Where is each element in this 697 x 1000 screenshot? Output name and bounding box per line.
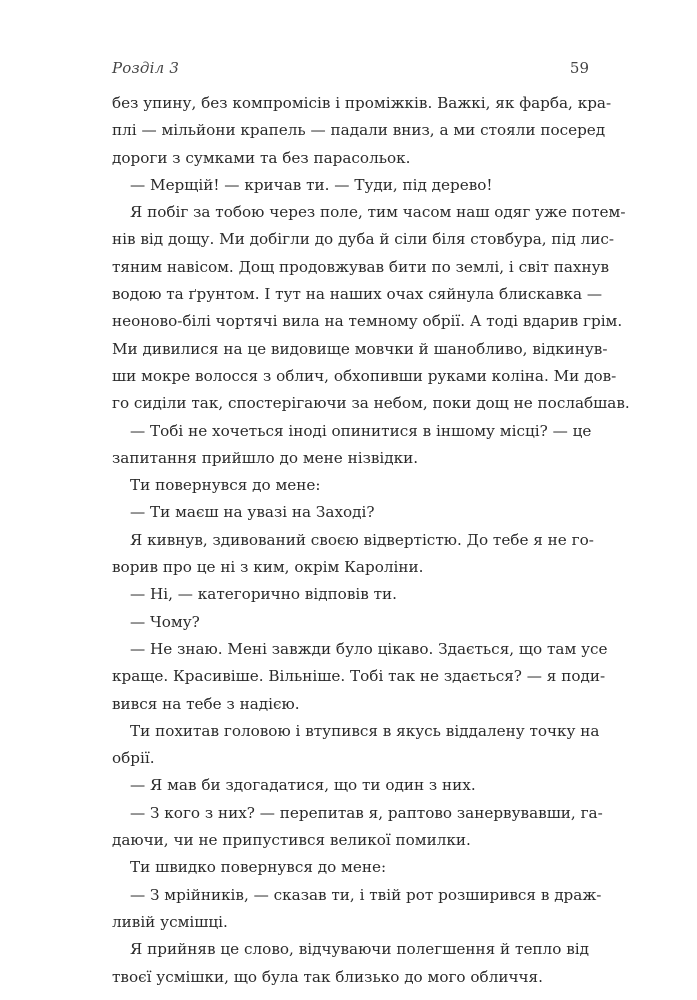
text-line: нів від дощу. Ми добігли до дуба й сіли біля стовбура, під лис- — [112, 230, 614, 249]
text-line: — Мерщій! — кричав ти. — Туди, під дерево! — [130, 175, 493, 194]
text-line: Ти похитав головою і втупився в якусь віддалену точку на — [130, 721, 600, 740]
text-line: — Тобі не хочеться іноді опинитися в іншому місці? — це — [130, 421, 592, 440]
text-line: дороги з сумками та без парасольок. — [112, 148, 411, 167]
text-line: — Ти маєш на увазі на Заході? — [130, 503, 375, 522]
text-line: — Ні, — категорично відповів ти. — [130, 585, 397, 604]
text-line: даючи, чи не припустився великої помилки. — [112, 831, 471, 850]
text-line: вився на тебе з надією. — [112, 694, 300, 713]
text-line: тяним навісом. Дощ продовжував бити по землі, і світ пахнув — [112, 257, 610, 276]
text-line: — З мрійників, — сказав ти, і твій рот розширився в драж- — [130, 885, 602, 904]
text-line: Ми дивилися на це видовище мовчки й шанобливо, відкинув- — [112, 339, 608, 358]
text-line: Я прийняв це слово, відчуваючи полегшення й тепло від — [130, 940, 589, 959]
page-number: 59 — [569, 59, 589, 77]
text-line: плі — мільйони крапель — падали вниз, а ми стояли посеред — [112, 121, 606, 140]
text-line: запитання прийшло до мене нізвідки. — [112, 448, 419, 467]
text-line: Ти повернувся до мене: — [130, 476, 321, 495]
text-line: го сиділи так, спостерігаючи за небом, поки дощ не послабшав. — [112, 394, 630, 413]
text-line: ворив про це ні з ким, окрім Кароліни. — [112, 558, 424, 577]
text-line: — З кого з них? — перепитав я, раптово занервувавши, га- — [130, 803, 603, 822]
text-line: ши мокре волосся з облич, обхопивши руками коліна. Ми дов- — [112, 366, 617, 385]
text-line: Ти швидко повернувся до мене: — [130, 858, 387, 877]
text-line: — Чому? — [130, 612, 200, 631]
text-line: — Я мав би здогадатися, що ти один з них. — [130, 776, 476, 795]
text-line: Я побіг за тобою через поле, тим часом наш одяг уже потем- — [130, 203, 626, 222]
text-line: ливій усмішці. — [112, 912, 228, 931]
chapter-running-head: Розділ 3 — [112, 59, 180, 77]
text-line: Я кивнув, здивований своєю відвертістю. До тебе я не го- — [130, 530, 594, 549]
text-line: обрії. — [112, 749, 155, 768]
text-line: без упину, без компромісів і проміжків. Важкі, як фарба, кра- — [112, 94, 612, 112]
body-text — [112, 90, 630, 991]
text-line: водою та ґрунтом. І тут на наших очах сяйнула блискавка — — [112, 285, 603, 304]
text-line: твоєї усмішки, що була так близько до мого обличчя. — [112, 967, 543, 986]
text-line: краще. Красивіше. Вільніше. Тобі так не здається? — я поди- — [112, 667, 606, 686]
text-line: неоново-білі чортячі вила на темному обрії. А тоді вдарив грім. — [112, 312, 623, 331]
text-line: — Не знаю. Мені завжди було цікаво. Здається, що там усе — [130, 639, 608, 658]
